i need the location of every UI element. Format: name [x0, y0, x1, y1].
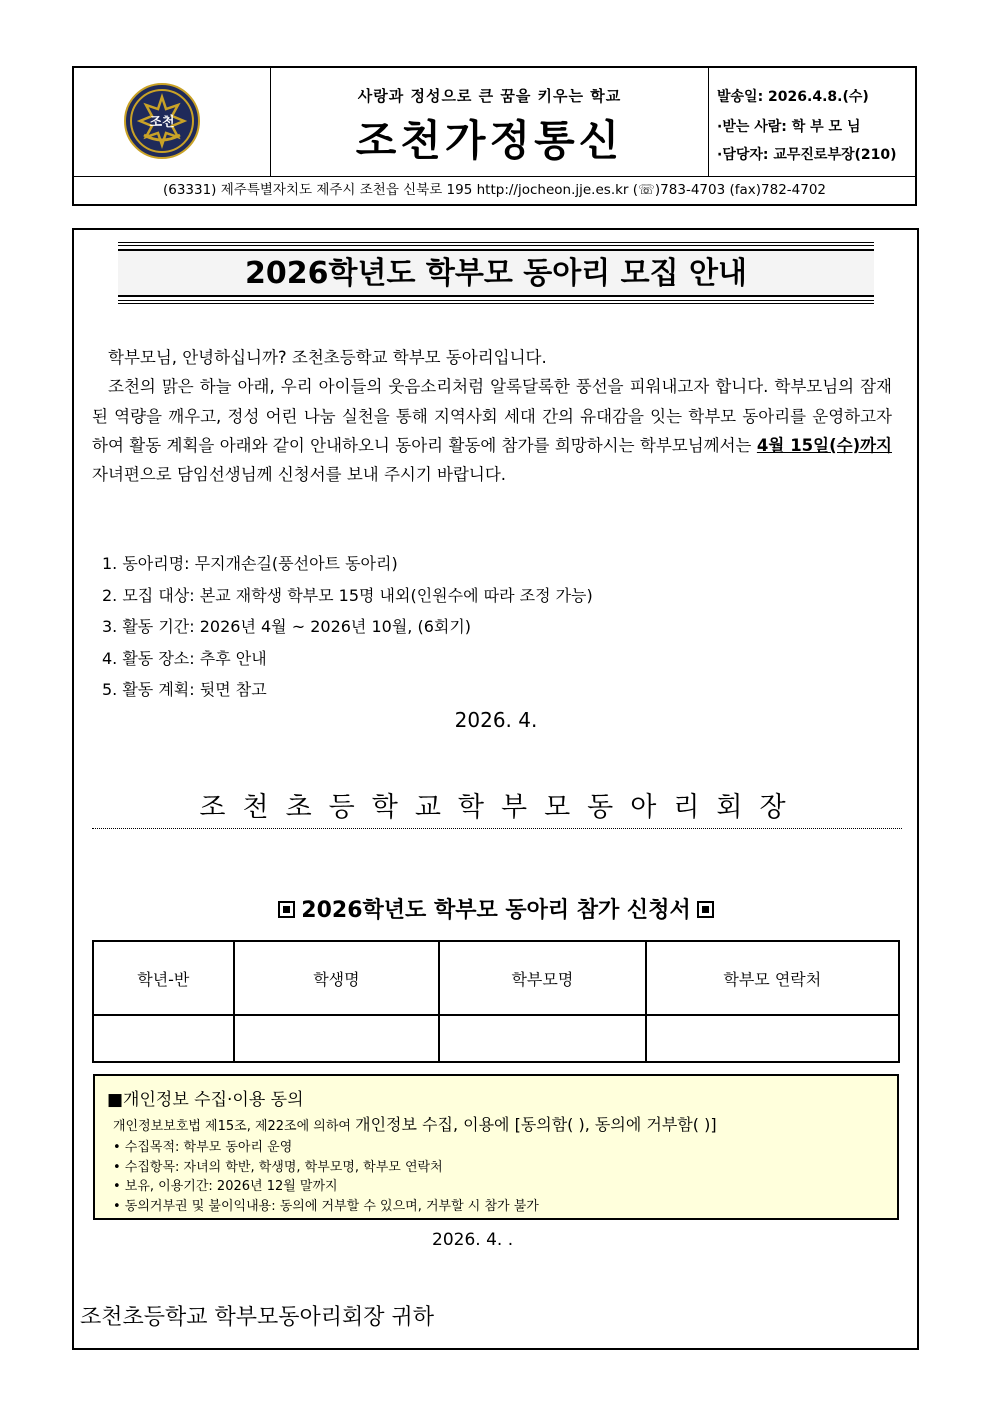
- parent-contact-field[interactable]: [646, 1015, 899, 1062]
- grade-class-field[interactable]: [93, 1015, 234, 1062]
- newsletter-name: 조천가정통신: [355, 116, 624, 165]
- consent-law-text: [113, 1112, 717, 1135]
- table-row: [93, 1015, 899, 1062]
- parent-name-field[interactable]: [439, 1015, 645, 1062]
- greeting: 학부모님, 안녕하십니까? 조천초등학교 학부모 동아리입니다.: [108, 348, 547, 367]
- column-header-parent-contact: 학부모 연락처: [646, 941, 899, 1015]
- table-header-row: [93, 941, 899, 1015]
- consent-bullet: • 수집목적: 학부모 동아리 운영: [113, 1140, 293, 1155]
- newsletter-header: [72, 66, 917, 206]
- notice-title-banner: [118, 242, 874, 304]
- list-item: 4. 활동 장소: 추후 안내: [102, 648, 267, 668]
- issue-date: 발송일: 2026.4.8.(수): [717, 89, 869, 105]
- form-title-text: 2026학년도 학부모 동아리 참가 신청서: [301, 898, 691, 923]
- issue-info-cell: [709, 68, 915, 176]
- paragraph-after-deadline: 자녀편으로 담임선생님께 신청서를 보내 주시기 바랍니다.: [92, 465, 507, 485]
- notice-paragraph: [92, 372, 892, 489]
- consent-bullet: • 보유, 이용기간: 2026년 12월 말까지: [113, 1179, 338, 1195]
- recipient: ·받는 사람: 학 부 모 님: [717, 119, 861, 135]
- deadline-date: 4월 15일(수)까지: [756, 435, 892, 455]
- list-item: 5. 활동 계획: 뒷면 참고: [102, 680, 267, 699]
- consent-bullet: • 동의거부권 및 불이익내용: 동의에 거부할 수 있으며, 거부할 시 참가 불가: [113, 1198, 539, 1214]
- column-header-student-name: 학생명: [234, 941, 439, 1015]
- application-form-title: [0, 893, 992, 924]
- consent-details: [113, 1138, 539, 1216]
- application-date[interactable]: 2026. 4. .: [432, 1230, 514, 1250]
- logo-cell: [74, 68, 271, 176]
- notice-title: 2026학년도 학부모 동아리 모집 안내: [118, 249, 874, 297]
- list-item: 3. 활동 기간: 2026년 4월 ~ 2026년 10월, (6회기): [102, 617, 472, 636]
- application-table: [92, 940, 900, 1063]
- contact-person: ·담당자: 교무진로부장(210): [717, 147, 897, 163]
- consent-law-basis: 개인정보보호법 제15조, 제22조에 의하여: [113, 1119, 356, 1134]
- square-bullet-icon: [278, 901, 295, 918]
- square-bullet-icon: [697, 901, 714, 918]
- student-name-field[interactable]: [234, 1015, 439, 1062]
- privacy-consent-box: [93, 1074, 899, 1220]
- title-cell: [271, 68, 709, 176]
- club-chair-signature: 조천초등학교학부모동아리회장: [199, 792, 803, 823]
- list-item: 1. 동아리명: 무지개손길(풍선아트 동아리): [102, 554, 398, 573]
- consent-choice[interactable]: 개인정보 수집, 이용에 [동의함( ), 동의에 거부함( )]: [355, 1115, 717, 1134]
- school-address-line: (63331) 제주특별자치도 제주시 조천읍 신북로 195 http://jocheon.jje.es.kr (☏)783-4703 (fax)782-4702: [162, 182, 827, 198]
- cut-line: [92, 828, 902, 829]
- list-item: 2. 모집 대상: 본교 재학생 학부모 15명 내외(인원수에 따라 조정 가능): [102, 585, 593, 605]
- column-header-parent-name: 학부모명: [439, 941, 645, 1015]
- school-slogan: 사랑과 정성으로 큰 꿈을 키우는 학교: [357, 87, 622, 105]
- consent-bullet: • 수집항목: 자녀의 학반, 학생명, 학부모명, 학부모 연락처: [113, 1159, 443, 1175]
- paragraph-before-deadline: 조천의 맑은 하늘 아래, 우리 아이들의 웃음소리처럼 알록달록한 풍선을 피워내고자 합니다. 학부모님의 잠재된 역량을 깨우고, 정성 어린 나눔 실천을 통해 지역사회 세대 간의 유대감을 잇는 학부모 동아리를 운영하고자 하여 활동 계획을 아래와 같이 안내하오니 동아리 활동에 참가를 희망하시는 학부모님께서는: [92, 377, 892, 455]
- school-emblem-logo: [124, 83, 200, 159]
- logo-text: 조천: [149, 115, 175, 130]
- column-header-grade-class: 학년-반: [93, 941, 234, 1015]
- header-top-row: [74, 68, 915, 177]
- details-list: [102, 548, 593, 706]
- form-addressee: 조천초등학교 학부모동아리회장 귀하: [80, 1305, 435, 1330]
- notice-date: 2026. 4.: [454, 708, 538, 732]
- consent-title: ■개인정보 수집·이용 동의: [107, 1090, 304, 1110]
- notice-body: [92, 343, 892, 489]
